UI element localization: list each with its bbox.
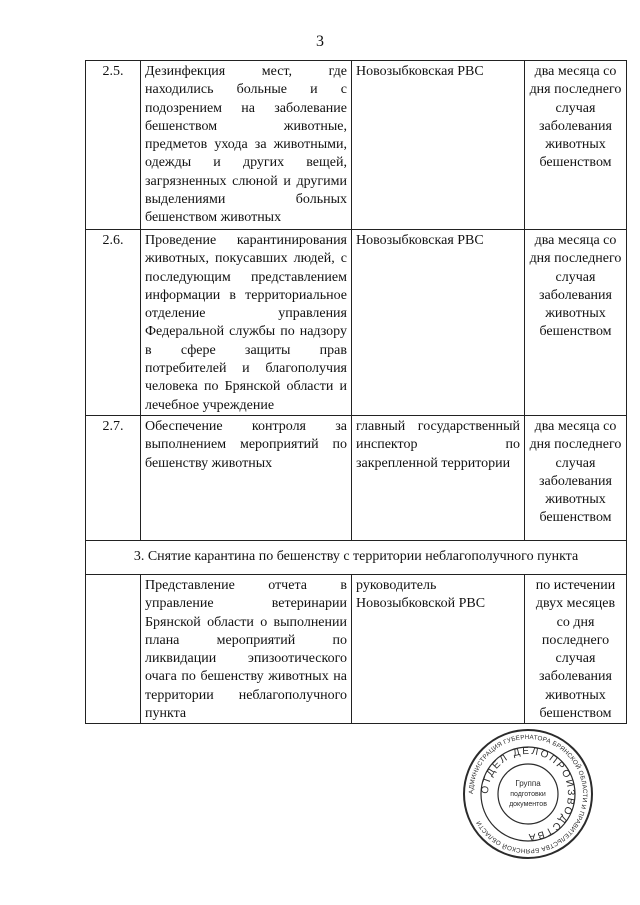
stamp-center-line: документов bbox=[509, 801, 547, 808]
measure-term: два месяца со дня последнего случая заболевания животных бешенством bbox=[525, 415, 627, 540]
row-number: 2.6. bbox=[86, 230, 141, 416]
measure-executor: Новозыбковская РВС bbox=[352, 230, 525, 416]
row-number bbox=[86, 574, 141, 723]
page-number: 3 bbox=[316, 33, 324, 50]
stamp-center-line: подготовки bbox=[510, 791, 546, 798]
section-title: 3. Снятие карантина по бешенству с территории неблагополучного пункта bbox=[86, 540, 627, 574]
measure-executor: главный государственный инспектор по закрепленной территории bbox=[352, 415, 525, 540]
official-stamp bbox=[462, 728, 594, 860]
table-row bbox=[86, 415, 627, 540]
measure-term: два месяца со дня последнего случая заболевания животных бешенством bbox=[525, 230, 627, 416]
row-number: 2.5. bbox=[86, 61, 141, 230]
measure-description: Представление отчета в управление ветеринарии Брянской области о выполнении плана мероприятий по ликвидации эпизоотического очага по бешенству животных на территории неблагополучного пункта bbox=[141, 574, 352, 723]
stamp-center-line: Группа bbox=[515, 779, 541, 788]
measure-description: Проведение карантинирования животных, покусавших людей, с последующим представлением информации в территориальное отделение управления Федеральной службы по надзору в сфере защиты прав потребителей и благополучия человека по Брянской области и лечебное учреждение bbox=[141, 230, 352, 416]
measure-term: два месяца со дня последнего случая заболевания животных бешенством bbox=[525, 61, 627, 230]
table-row bbox=[86, 61, 627, 230]
stamp-middle-text: ОТДЕЛ ДЕЛОПРОИЗВОДСТВА bbox=[479, 745, 577, 843]
measure-description: Обеспечение контроля за выполнением мероприятий по бешенству животных bbox=[141, 415, 352, 540]
measure-term: по истечении двух месяцев со дня последнего случая заболевания животных бешенством bbox=[525, 574, 627, 723]
stamp-outer-text: АДМИНИСТРАЦИЯ ГУБЕРНАТОРА БРЯНСКОЙ ОБЛАСТИ И ПРАВИТЕЛЬСТВА БРЯНСКОЙ ОБЛАСТИ bbox=[467, 733, 589, 855]
measures-table bbox=[85, 60, 627, 724]
table-row bbox=[86, 230, 627, 416]
section-header-row bbox=[86, 540, 627, 574]
measure-executor: Новозыбковская РВС bbox=[352, 61, 525, 230]
measure-executor: руководитель Новозыбковской РВС bbox=[352, 574, 525, 723]
table-row bbox=[86, 574, 627, 723]
measure-description: Дезинфекция мест, где находились больные и с подозрением на заболевание бешенством животные, предметов ухода за животными, одежды и других вещей, загрязненных слюной и другими выделениями больных бешенством животных bbox=[141, 61, 352, 230]
row-number: 2.7. bbox=[86, 415, 141, 540]
